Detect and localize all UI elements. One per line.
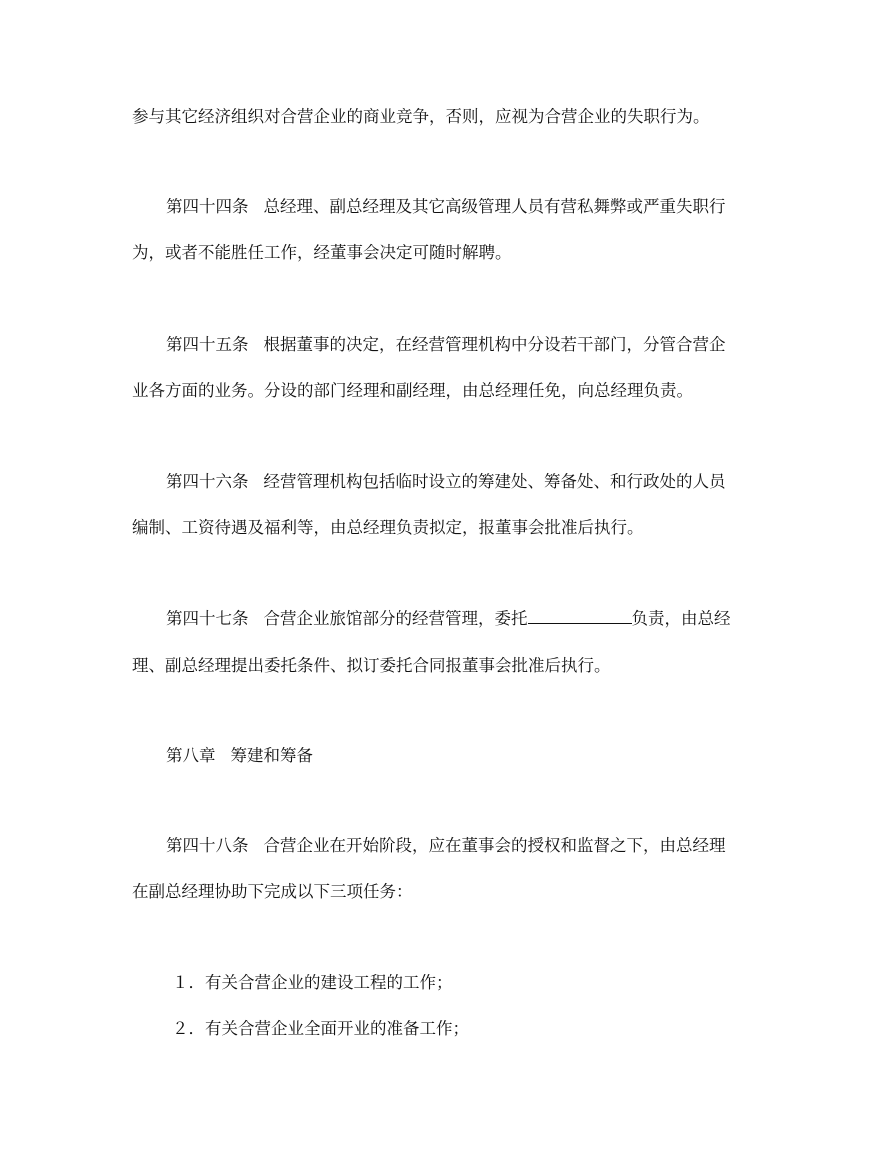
article-number: 第四十七条: [166, 609, 249, 628]
article-text: 负责，由总经: [631, 609, 731, 628]
article-number: 第四十四条: [166, 197, 249, 216]
article-text: 合营企业旅馆部分的经营管理，委托: [263, 609, 528, 628]
article-45-line-2: [132, 380, 693, 402]
list-item-text: ２．有关合营企业全面开业的准备工作；: [172, 1019, 469, 1038]
chapter-title: 筹建和筹备: [230, 746, 313, 765]
article-text: 总经理、副总经理及其它高级管理人员有营私舞弊或严重失职行: [263, 197, 726, 216]
chapter-number: 第八章: [166, 746, 216, 765]
article-text: 为，或者不能胜任工作，经董事会决定可随时解聘。: [132, 243, 512, 262]
article-text: 经营管理机构包括临时设立的筹建处、筹备处、和行政处的人员: [263, 472, 726, 491]
fill-in-blank: [528, 608, 632, 624]
article-text: 理、副总经理提出委托条件、拟订委托合同报董事会批准后执行。: [132, 656, 611, 675]
article-number: 第四十六条: [166, 472, 249, 491]
article-44-line-1: [166, 196, 726, 218]
article-48-line-1: [166, 835, 726, 857]
article-number: 第四十五条: [166, 335, 249, 354]
article-47-line-2: [132, 655, 611, 677]
article-text: 合营企业在开始阶段，应在董事会的授权和监督之下，由总经理: [263, 836, 726, 855]
article-45-line-1: [166, 334, 726, 356]
article-text: 在副总经理协助下完成以下三项任务：: [132, 882, 413, 901]
chapter-heading: [166, 745, 313, 767]
paragraph-continuation: [132, 106, 710, 128]
article-number: 第四十八条: [166, 836, 249, 855]
list-item: [172, 1018, 469, 1040]
article-48-line-2: [132, 881, 413, 903]
list-item: [172, 972, 453, 994]
article-text: 根据董事的决定，在经营管理机构中分设若干部门，分管合营企: [263, 335, 726, 354]
article-46-line-2: [132, 517, 644, 539]
article-47-line-1: [166, 608, 731, 630]
paragraph-line: 参与其它经济组织对合营企业的商业竞争，否则，应视为合营企业的失职行为。: [132, 107, 710, 126]
article-text: 业各方面的业务。分设的部门经理和副经理，由总经理任免，向总经理负责。: [132, 381, 693, 400]
list-item-text: １．有关合营企业的建设工程的工作；: [172, 973, 453, 992]
article-46-line-1: [166, 471, 726, 493]
article-44-line-2: [132, 242, 512, 264]
article-text: 编制、工资待遇及福利等，由总经理负责拟定，报董事会批准后执行。: [132, 518, 644, 537]
